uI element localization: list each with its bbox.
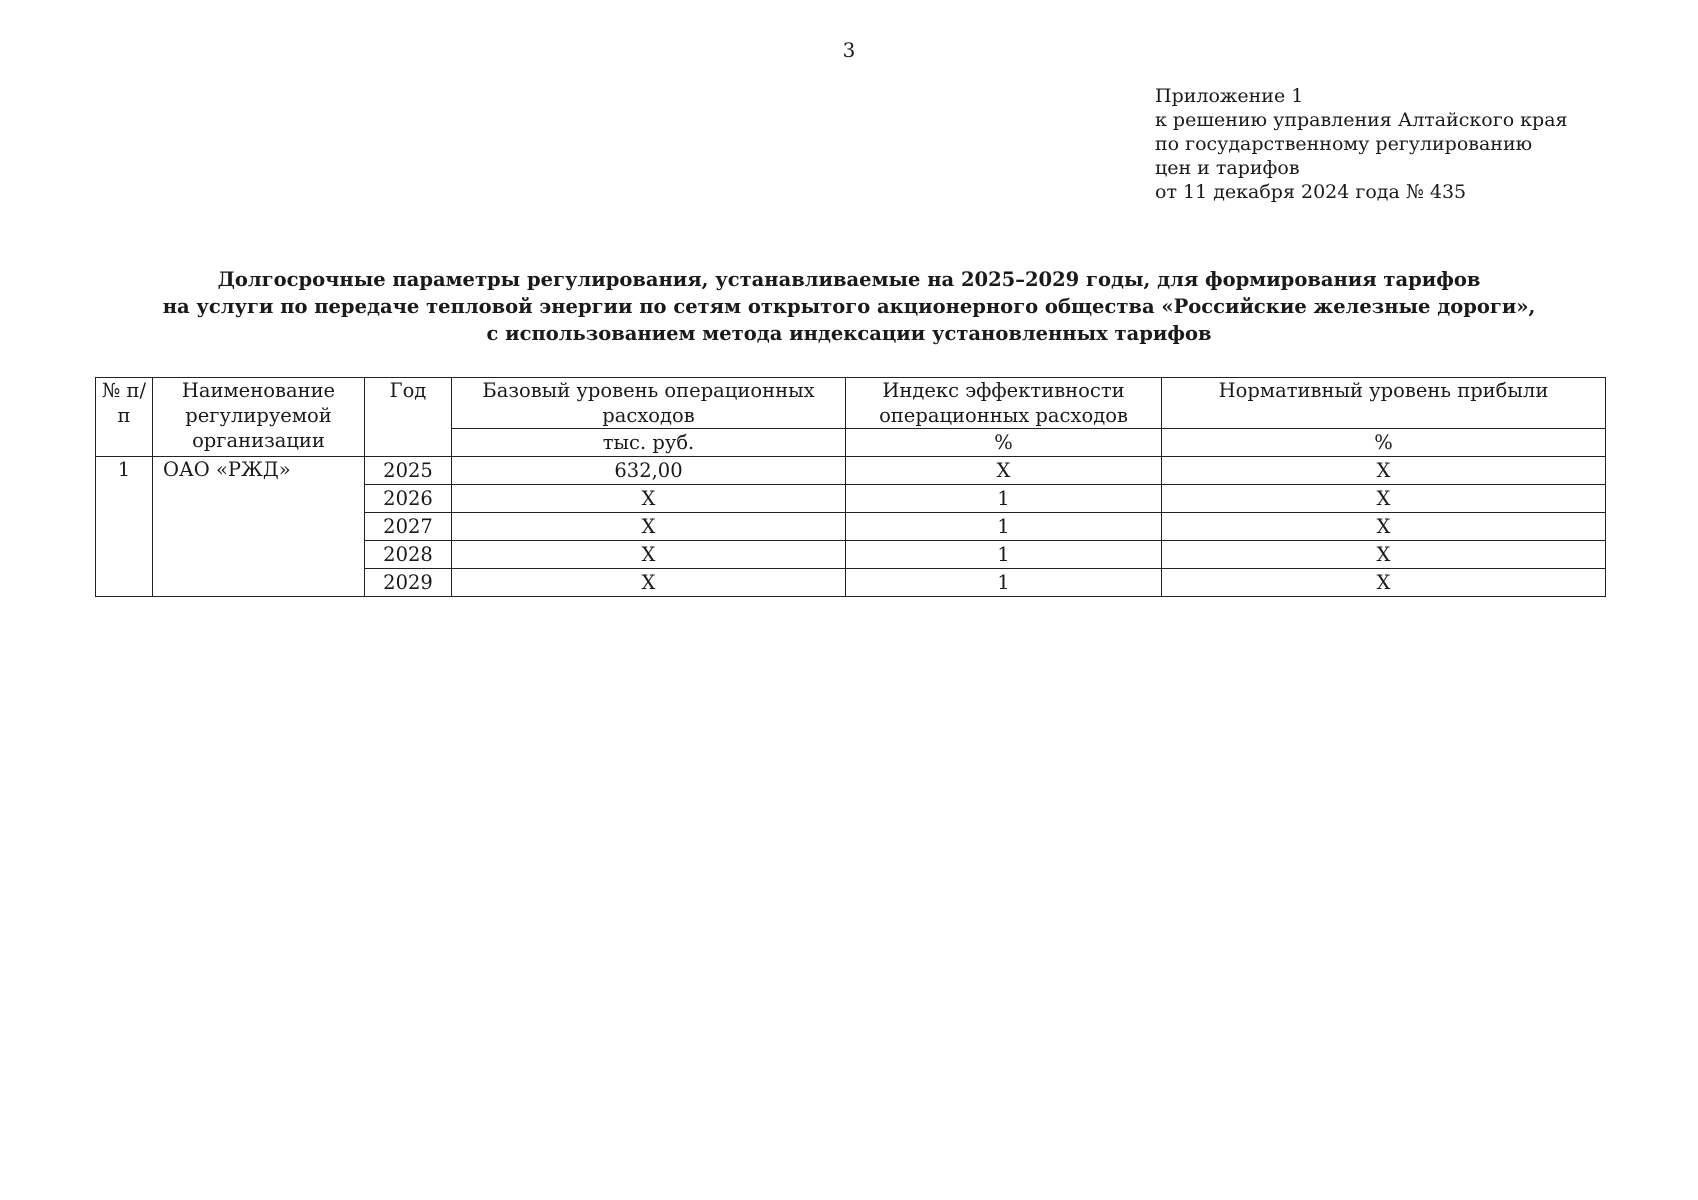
cell-base-level: Х (452, 485, 846, 513)
title-line: с использованием метода индексации установленных тарифов (486, 322, 1212, 345)
unit-efficiency-index: % (846, 429, 1162, 457)
header-profit-level: Нормативный уровень прибыли (1162, 378, 1606, 429)
header-row (96, 378, 1606, 429)
cell-year: 2025 (365, 457, 452, 485)
cell-year: 2028 (365, 541, 452, 569)
appendix-line: по государственному регулированию (1155, 133, 1533, 155)
cell-efficiency-index: 1 (846, 485, 1162, 513)
document-title (60, 266, 1638, 347)
header-year: Год (365, 378, 452, 457)
parameters-table (95, 377, 1606, 597)
appendix-line: цен и тарифов (1155, 157, 1300, 179)
cell-base-level: 632,00 (452, 457, 846, 485)
cell-year: 2027 (365, 513, 452, 541)
cell-year: 2029 (365, 569, 452, 597)
cell-profit-level: Х (1162, 513, 1606, 541)
cell-efficiency-index: 1 (846, 569, 1162, 597)
title-line: Долгосрочные параметры регулирования, устанавливаемые на 2025–2029 годы, для формирования тарифов (217, 268, 1481, 291)
unit-profit-level: % (1162, 429, 1606, 457)
header-org: Наименование регулируемой организации (153, 378, 365, 457)
page-number: 3 (842, 38, 856, 62)
appendix-line: Приложение 1 (1155, 85, 1304, 107)
cell-profit-level: Х (1162, 457, 1606, 485)
cell-profit-level: Х (1162, 485, 1606, 513)
cell-year: 2026 (365, 485, 452, 513)
header-efficiency-index: Индекс эффективности операционных расходов (846, 378, 1162, 429)
cell-efficiency-index: 1 (846, 541, 1162, 569)
cell-efficiency-index: 1 (846, 513, 1162, 541)
cell-efficiency-index: Х (846, 457, 1162, 485)
title-line: на услуги по передаче тепловой энергии по сетям открытого акционерного общества «Российские железные дороги», (162, 295, 1536, 318)
header-base-level: Базовый уровень операционных расходов (452, 378, 846, 429)
appendix-line: от 11 декабря 2024 года № 435 (1155, 181, 1467, 203)
cell-base-level: Х (452, 513, 846, 541)
table-row (96, 457, 1606, 485)
header-number: № п/п (96, 378, 153, 457)
cell-profit-level: Х (1162, 541, 1606, 569)
appendix-block (1155, 84, 1568, 204)
appendix-line: к решению управления Алтайского края (1155, 109, 1568, 131)
cell-base-level: Х (452, 541, 846, 569)
row-number: 1 (96, 457, 153, 597)
cell-base-level: Х (452, 569, 846, 597)
unit-base-level: тыс. руб. (452, 429, 846, 457)
org-name: ОАО «РЖД» (153, 457, 365, 597)
cell-profit-level: Х (1162, 569, 1606, 597)
